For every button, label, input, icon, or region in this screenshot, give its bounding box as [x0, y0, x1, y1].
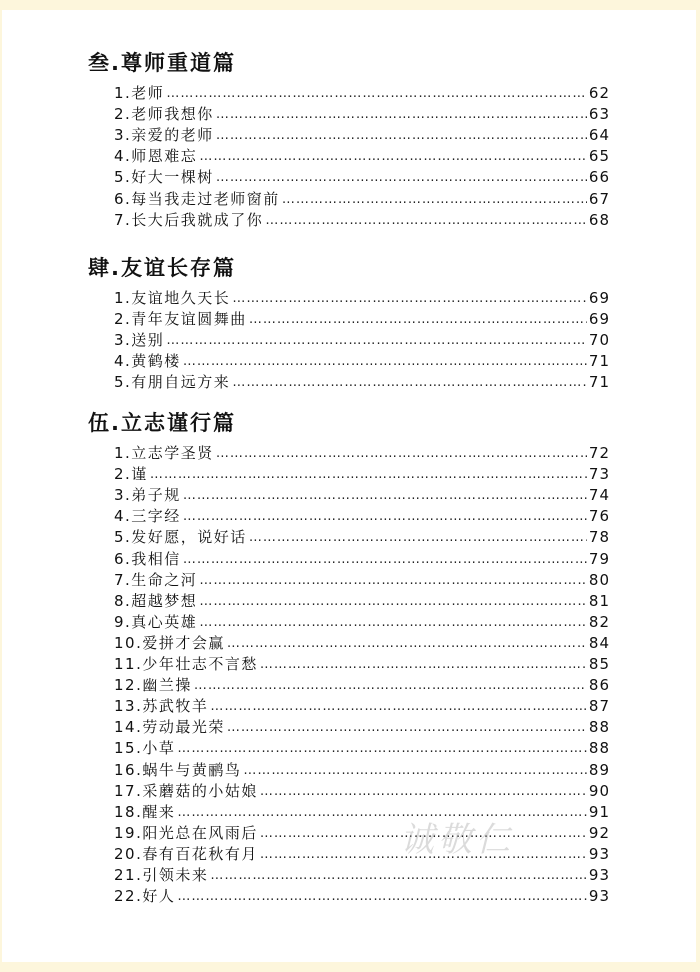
- dot-leader: [199, 612, 587, 633]
- toc-entry: [114, 865, 610, 886]
- toc-entry: [114, 309, 610, 330]
- toc-entry-title: 22.好人: [114, 887, 176, 906]
- dot-leader: [199, 570, 587, 591]
- toc-entry-title: 16.蜗牛与黄鹂鸟: [114, 760, 242, 779]
- dot-leader: [183, 351, 587, 372]
- toc-entry-page-number: 65: [588, 147, 610, 166]
- dot-leader: [216, 104, 587, 125]
- dot-leader: [177, 738, 587, 759]
- toc-entry-title: 4.师恩难忘: [114, 147, 198, 166]
- toc-entry-title: 7.生命之河: [114, 570, 198, 589]
- dot-leader: [210, 696, 587, 717]
- section-title: 肆.友谊长存篇: [88, 256, 236, 280]
- toc-entry-title: 2.青年友谊圆舞曲: [114, 310, 247, 329]
- toc-entry-page-number: 74: [588, 486, 610, 505]
- toc-entry-page-number: 66: [588, 168, 610, 187]
- toc-entry-title: 6.每当我走过老师窗前: [114, 189, 280, 208]
- toc-entry: [114, 802, 610, 823]
- toc-entry-page-number: 69: [588, 310, 610, 329]
- dot-leader: [166, 83, 587, 104]
- toc-entry-page-number: 63: [588, 105, 610, 124]
- toc-entry-title: 8.超越梦想: [114, 591, 198, 610]
- dot-leader: [199, 146, 587, 167]
- toc-entry-page-number: 88: [588, 739, 610, 758]
- dot-leader: [265, 210, 587, 231]
- toc-entry-page-number: 93: [588, 866, 610, 884]
- dot-leader: [260, 823, 587, 844]
- toc-entry-page-number: 69: [588, 289, 610, 307]
- toc-entry-page-number: 70: [588, 331, 610, 350]
- toc-entry: [114, 351, 610, 372]
- toc-entry: [114, 549, 610, 570]
- toc-entry: [114, 443, 610, 464]
- dot-leader: [249, 527, 587, 548]
- toc-entry-title: 21.引领未来: [114, 866, 209, 884]
- dot-leader: [260, 844, 587, 865]
- toc-entry: [114, 83, 610, 104]
- dot-leader: [194, 675, 587, 696]
- toc-entry: [114, 612, 610, 633]
- toc-entry: [114, 717, 610, 738]
- toc-entry-title: 3.送别: [114, 331, 165, 350]
- toc-entry-title: 15.小草: [114, 739, 176, 758]
- toc-entry-page-number: 86: [588, 676, 610, 695]
- dot-leader: [183, 485, 587, 506]
- dot-leader: [260, 654, 587, 675]
- dot-leader: [216, 443, 587, 464]
- dot-leader: [282, 189, 587, 210]
- toc-entry-page-number: 76: [588, 507, 610, 526]
- dot-leader: [177, 802, 587, 823]
- toc-entry-title: 3.弟子规: [114, 486, 181, 505]
- toc-entry-page-number: 80: [588, 570, 610, 589]
- dot-leader: [249, 309, 587, 330]
- dot-leader: [183, 549, 587, 570]
- toc-entry-title: 19.阳光总在风雨后: [114, 823, 258, 842]
- toc-entry-page-number: 68: [588, 210, 610, 229]
- toc-entry: [114, 675, 610, 696]
- dot-leader: [210, 865, 587, 886]
- toc-entry-title: 20.春有百花秋有月: [114, 844, 258, 863]
- toc-entry-title: 7.长大后我就成了你: [114, 210, 264, 229]
- toc-entry-page-number: 62: [588, 84, 610, 102]
- toc-entry: [114, 696, 610, 717]
- dot-leader: [232, 288, 587, 309]
- toc-entry: [114, 464, 610, 485]
- section-title: 叁.尊师重道篇: [88, 51, 236, 75]
- section-title: 伍.立志谨行篇: [88, 411, 236, 435]
- dot-leader: [227, 717, 587, 738]
- toc-entry-title: 1.友谊地久天长: [114, 289, 231, 307]
- toc-entry-page-number: 73: [588, 465, 610, 484]
- toc-entry: [114, 372, 610, 393]
- dot-leader: [216, 125, 587, 146]
- toc-entry: [114, 633, 610, 654]
- toc-entry-page-number: 78: [588, 528, 610, 547]
- toc-entry: [114, 210, 610, 231]
- toc-entry: [114, 330, 610, 351]
- watermark-text: 诚敬仁: [400, 820, 514, 860]
- toc-entry: [114, 288, 610, 309]
- toc-entry-title: 4.三字经: [114, 507, 181, 526]
- toc-entry: [114, 823, 610, 844]
- toc-entry-page-number: 79: [588, 549, 610, 568]
- toc-entry: [114, 485, 610, 506]
- toc-entry: [114, 506, 610, 527]
- toc-entry-title: 3.亲爱的老师: [114, 126, 214, 145]
- toc-entry-page-number: 81: [588, 591, 610, 610]
- toc-entry-title: 18.醒来: [114, 802, 176, 821]
- toc-entry-page-number: 84: [588, 633, 610, 652]
- toc-entry-page-number: 85: [588, 655, 610, 673]
- toc-entry: [114, 189, 610, 210]
- toc-entry-title: 17.采蘑菇的小姑娘: [114, 781, 258, 800]
- dot-leader: [199, 591, 587, 612]
- dot-leader: [150, 464, 587, 485]
- toc-entry: [114, 125, 610, 146]
- toc-entry: [114, 167, 610, 188]
- toc-entry-page-number: 64: [588, 126, 610, 145]
- toc-entry-page-number: 91: [588, 802, 610, 821]
- dot-leader: [232, 372, 587, 393]
- toc-entry-title: 9.真心英雄: [114, 612, 198, 631]
- toc-entry-title: 5.好大一棵树: [114, 168, 214, 187]
- toc-entry-page-number: 87: [588, 697, 610, 716]
- toc-entry: [114, 886, 610, 907]
- toc-entry-title: 14.劳动最光荣: [114, 718, 225, 737]
- dot-leader: [177, 886, 587, 907]
- toc-entry-title: 10.爱拼才会赢: [114, 633, 225, 652]
- toc-entry-page-number: 92: [588, 823, 610, 842]
- toc-entry: [114, 146, 610, 167]
- toc-entry: [114, 570, 610, 591]
- toc-entry-page-number: 82: [588, 612, 610, 631]
- toc-entry-title: 11.少年壮志不言愁: [114, 655, 258, 673]
- dot-leader: [216, 167, 587, 188]
- toc-entry: [114, 527, 610, 548]
- toc-entry-title: 2.老师我想你: [114, 105, 214, 124]
- toc-entry: [114, 591, 610, 612]
- dot-leader: [227, 633, 587, 654]
- toc-entry-page-number: 88: [588, 718, 610, 737]
- toc-entry-page-number: 93: [588, 844, 610, 863]
- toc-entry-page-number: 89: [588, 760, 610, 779]
- toc-entry-title: 13.苏武牧羊: [114, 697, 209, 716]
- toc-entry-page-number: 93: [588, 887, 610, 906]
- dot-leader: [166, 330, 587, 351]
- toc-entry: [114, 104, 610, 125]
- document-page: [2, 10, 696, 962]
- toc-entry-page-number: 71: [588, 373, 610, 392]
- dot-leader: [260, 781, 587, 802]
- toc-entry-title: 6.我相信: [114, 549, 181, 568]
- toc-entry-page-number: 90: [588, 781, 610, 800]
- toc-entry: [114, 760, 610, 781]
- toc-entry-page-number: 72: [588, 444, 610, 462]
- dot-leader: [183, 506, 587, 527]
- toc-entry-title: 12.幽兰操: [114, 676, 192, 695]
- toc-entry-title: 5.发好愿，说好话: [114, 528, 247, 547]
- toc-entry: [114, 781, 610, 802]
- toc-entry-page-number: 71: [588, 352, 610, 371]
- dot-leader: [243, 760, 587, 781]
- toc-entry: [114, 844, 610, 865]
- toc-entry: [114, 738, 610, 759]
- toc-entry: [114, 654, 610, 675]
- toc-entry-title: 5.有朋自远方来: [114, 373, 231, 392]
- toc-entry-title: 1.老师: [114, 84, 165, 102]
- toc-entry-title: 1.立志学圣贤: [114, 444, 214, 462]
- toc-entry-title: 2.谨: [114, 465, 148, 484]
- toc-entry-page-number: 67: [588, 189, 610, 208]
- toc-entry-title: 4.黄鹤楼: [114, 352, 181, 371]
